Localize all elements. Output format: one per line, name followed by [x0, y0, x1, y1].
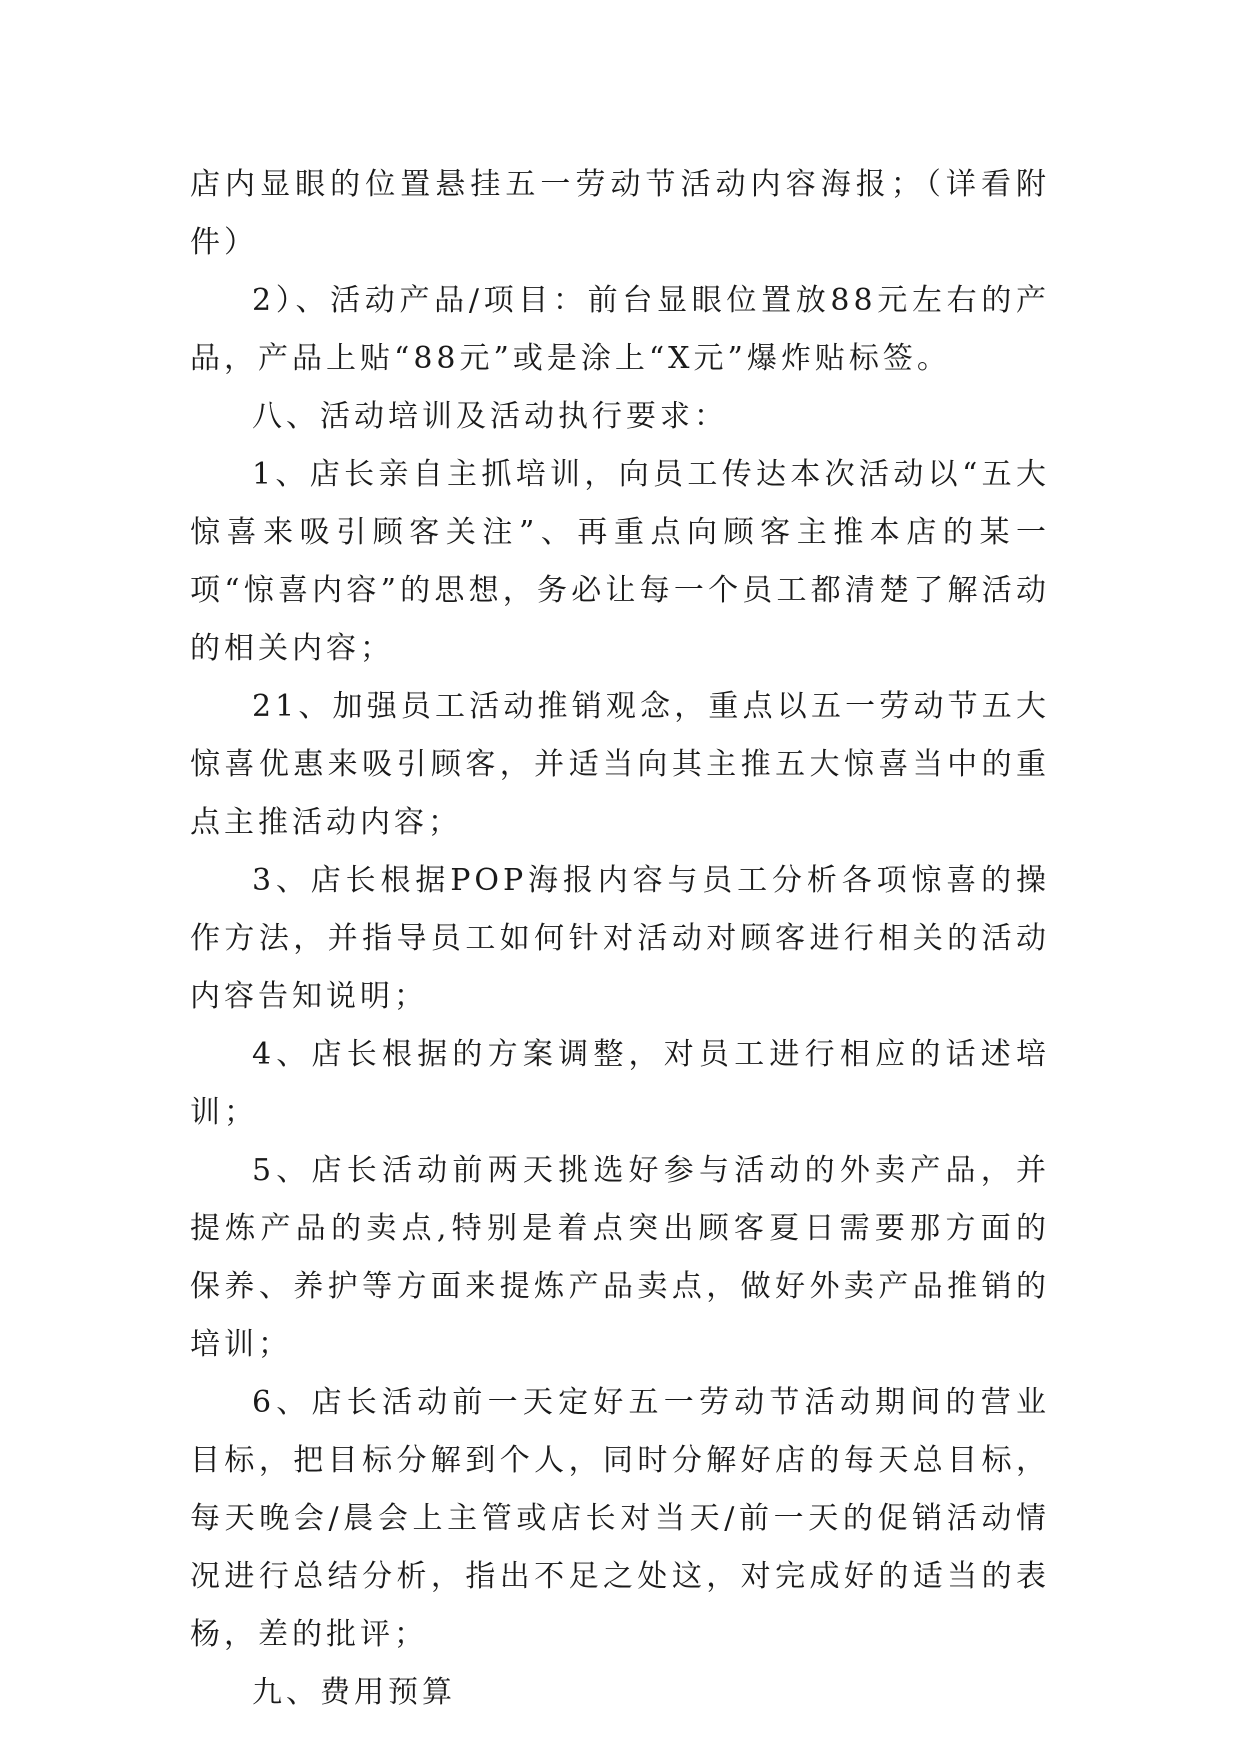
paragraph-activity-products: 2）、活动产品/项目：前台显眼位置放88元左右的产品，产品上贴“88元”或是涂上“X元”爆炸贴标签。 — [190, 283, 1050, 376]
paragraph-item-21: 21、加强员工活动推销观念，重点以五一劳动节五大惊喜优惠来吸引顾客，并适当向其主推五大惊喜当中的重点主推活动内容； — [190, 689, 1050, 840]
document-body — [190, 156, 1050, 1722]
paragraph-item-3: 3、店长根据POP海报内容与员工分析各项惊喜的操作方法，并指导员工如何针对活动对顾客进行相关的活动内容告知说明； — [190, 863, 1050, 1014]
section-heading-training: 八、活动培训及活动执行要求： — [252, 399, 728, 434]
paragraph-item-5: 5、店长活动前两天挑选好参与活动的外卖产品，并提炼产品的卖点,特别是着点突出顾客夏日需要那方面的保养、养护等方面来提炼产品卖点，做好外卖产品推销的培训； — [190, 1153, 1050, 1362]
paragraph-item-1: 1、店长亲自主抓培训，向员工传达本次活动以“五大惊喜来吸引顾客关注”、再重点向顾客主推本店的某一项“惊喜内容”的思想，务必让每一个员工都清楚了解活动的相关内容； — [190, 457, 1050, 666]
section-heading-budget: 九、费用预算 — [252, 1675, 456, 1710]
paragraph-item-6: 6、店长活动前一天定好五一劳动节活动期间的营业目标，把目标分解到个人，同时分解好店的每天总目标，每天晚会/晨会上主管或店长对当天/前一天的促销活动情况进行总结分析，指出不足之处这，对完成好的适当的表杨，差的批评； — [190, 1385, 1050, 1652]
paragraph-item-4: 4、店长根据的方案调整，对员工进行相应的话述培训； — [190, 1037, 1050, 1130]
paragraph-poster-location: 店内显眼的位置悬挂五一劳动节活动内容海报；（详看附件） — [190, 167, 1050, 260]
